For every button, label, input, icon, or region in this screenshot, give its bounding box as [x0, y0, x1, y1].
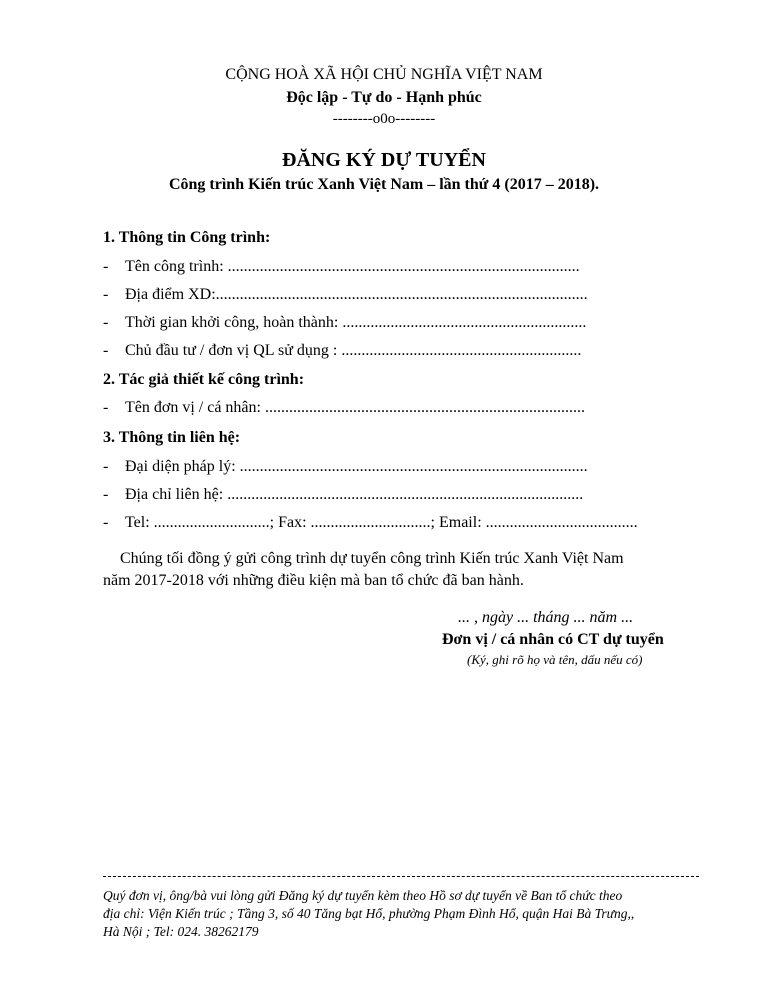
list-dash: - [103, 286, 109, 303]
location-field: Địa điểm XD:............................................................................................. [125, 286, 588, 303]
signature-note: (Ký, ghi rõ họ và tên, dấu nếu có) [467, 652, 643, 667]
footer-divider [103, 876, 699, 877]
footer-line-1: Quý đơn vị, ông/bà vui lòng gửi Đăng ký dự tuyển kèm theo Hồ sơ dự tuyển về Ban tổ chức theo [103, 888, 623, 903]
footer-line-2: địa chỉ: Viện Kiến trúc ; Tầng 3, số 40 Tăng bạt Hổ, phường Phạm Đình Hổ, quận Hai Bà Trưng,, [103, 906, 635, 921]
legal-rep-field: Đại diện pháp lý: ....................................................................................... [125, 458, 588, 475]
country-name: CỘNG HOÀ XÃ HỘI CHỦ NGHĨA VIỆT NAM [225, 66, 543, 83]
header-separator: --------o0o-------- [332, 111, 436, 127]
section-3-heading: 3. Thông tin liên hệ: [103, 429, 241, 446]
section-2-heading: 2. Tác giả thiết kế công trình: [103, 371, 305, 388]
list-dash: - [103, 486, 109, 503]
author-field: Tên đơn vị / cá nhân: ................................................................................ [125, 399, 585, 416]
list-dash: - [103, 342, 109, 359]
motto: Độc lập - Tự do - Hạnh phúc [286, 89, 482, 106]
agreement-line-1: Chúng tối đồng ý gửi công trình dự tuyển công trình Kiến trúc Xanh Việt Nam [120, 550, 624, 567]
contact-field: Tel: .............................; Fax: ..............................; Email: ...................................... [125, 514, 638, 531]
signature-title: Đơn vị / cá nhân có CT dự tuyển [442, 631, 664, 648]
list-dash: - [103, 514, 109, 531]
document-title: ĐĂNG KÝ DỰ TUYỂN [282, 149, 486, 171]
list-dash: - [103, 458, 109, 475]
list-dash: - [103, 258, 109, 275]
time-field: Thời gian khởi công, hoàn thành: ............................................................. [125, 314, 587, 331]
signature-date: ... , ngày ... tháng ... năm ... [458, 609, 634, 626]
document-subtitle: Công trình Kiến trúc Xanh Việt Nam – lần thứ 4 (2017 – 2018). [168, 176, 600, 193]
list-dash: - [103, 399, 109, 416]
address-field: Địa chỉ liên hệ: ......................................................................................... [125, 486, 584, 503]
section-1-heading: 1. Thông tin Công trình: [103, 229, 271, 246]
list-dash: - [103, 314, 109, 331]
project-name-field: Tên công trình: ........................................................................................ [125, 258, 580, 275]
agreement-line-2: năm 2017-2018 với những điều kiện mà ban tổ chức đã ban hành. [103, 572, 524, 589]
footer-line-3: Hà Nội ; Tel: 024. 38262179 [103, 924, 259, 939]
owner-field: Chủ đầu tư / đơn vị QL sử dụng : ............................................................ [125, 342, 582, 359]
